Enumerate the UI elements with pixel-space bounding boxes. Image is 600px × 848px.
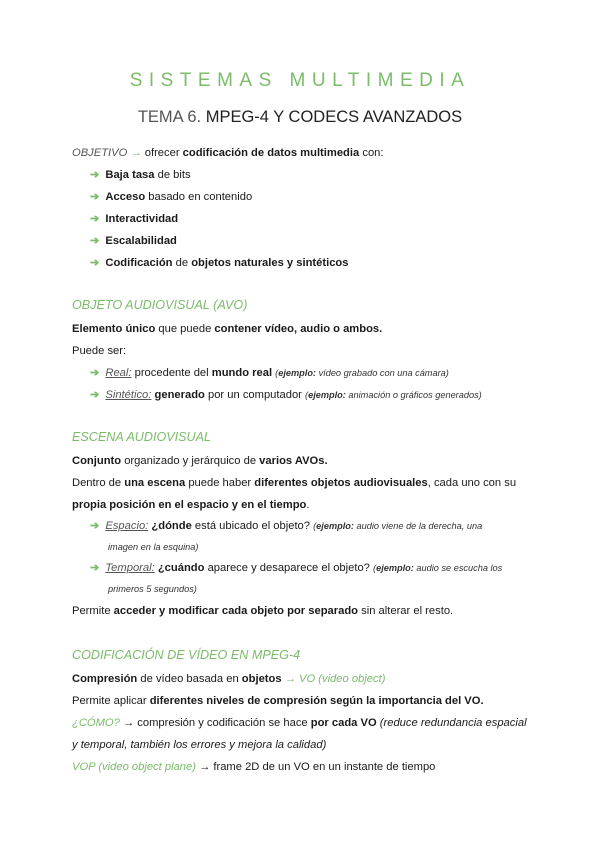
codif-term: ¿CÓMO? (72, 717, 120, 729)
codif-text: frame 2D de un VO en un instante de tiempo (213, 761, 436, 773)
arrow-icon: ➔ (90, 169, 100, 181)
avo-section (72, 292, 542, 406)
avo-text: que puede (158, 323, 212, 335)
example-bold: ejemplo: (308, 390, 346, 400)
item-bold: generado (154, 389, 205, 401)
bullet-item (72, 208, 542, 230)
bullet-item (72, 230, 542, 252)
example-text-wrap: imagen en la esquina) (108, 542, 199, 552)
bullet-item (72, 186, 542, 208)
escena-text: organizado y jerárquico de (124, 455, 257, 467)
objetivo-section (72, 142, 542, 274)
codif-term: VO (video object) (298, 673, 386, 685)
document-subtitle (0, 108, 600, 127)
codif-term: VOP (video object plane) (72, 761, 196, 773)
codif-bold: diferentes niveles de compresión según la importancia del VO. (149, 695, 484, 707)
codificacion-section (72, 642, 542, 778)
objetivo-text: ofrecer (144, 147, 180, 159)
codif-text: Permite aplicar (72, 695, 147, 707)
bullet-bold: Acceso (105, 191, 146, 203)
bullet-bold-2: objetos naturales y sintéticos (191, 257, 349, 269)
escena-heading: ESCENA AUDIOVISUAL (72, 430, 212, 444)
escena-text: Permite (72, 605, 111, 617)
item-label: Espacio: (105, 520, 149, 532)
escena-text: puede haber (188, 477, 252, 489)
item-bold: ¿cuándo (157, 562, 205, 574)
example-open: ( (373, 563, 377, 573)
codif-bold: Compresión (72, 673, 138, 685)
arrow-icon: ➔ (90, 235, 100, 247)
item-text: procedente del (134, 367, 209, 379)
escena-item-espacio (72, 516, 542, 537)
example-open: ( (305, 390, 309, 400)
escena-text: . (306, 499, 310, 511)
example-bold: ejemplo: (316, 521, 354, 531)
example-text: audio viene de la derecha, una (356, 521, 483, 531)
avo-line-2: Puede ser: (72, 345, 127, 357)
example-bold: ejemplo: (278, 368, 316, 378)
avo-bold-2: contener vídeo, audio o ambos. (214, 323, 383, 335)
objetivo-arrow: → (130, 147, 142, 159)
codif-text: de vídeo basada en (140, 673, 239, 685)
item-text: por un computador (207, 389, 302, 401)
arrow-icon: ➔ (90, 367, 100, 379)
objetivo-bold: codificación de datos multimedia (182, 147, 360, 159)
avo-line-1 (72, 318, 542, 340)
item-bold: ¿dónde (151, 520, 192, 532)
example-text: animación o gráficos generados) (348, 390, 482, 400)
avo-bold: Elemento único (72, 323, 156, 335)
codif-line-2 (72, 690, 542, 712)
escena-text: sin alterar el resto. (361, 605, 454, 617)
escena-line-2 (72, 472, 542, 494)
bullet-bold: Baja tasa (105, 169, 155, 181)
codif-arrow: → (199, 761, 211, 773)
objetivo-label: OBJETIVO (72, 147, 128, 159)
codif-bold: por cada VO (310, 717, 377, 729)
escena-bold: Conjunto (72, 455, 122, 467)
bullet-item (72, 164, 542, 186)
escena-line-1 (72, 450, 542, 472)
codif-italic: (reduce redundancia espacial (379, 717, 527, 729)
escena-bold-2: varios AVOs. (259, 455, 328, 467)
avo-item-sintetico (72, 384, 542, 406)
codif-arrow: → (284, 673, 296, 685)
codif-bold-2: objetos (241, 673, 282, 685)
bullet-item (72, 252, 542, 274)
item-label: Real: (105, 367, 132, 379)
codificacion-heading: CODIFICACIÓN DE VÍDEO EN MPEG-4 (72, 648, 301, 662)
bullet-text: basado en contenido (148, 191, 253, 203)
escena-item-temporal-wrap (72, 579, 542, 600)
escena-line-3 (72, 494, 542, 516)
example-open: ( (313, 521, 317, 531)
arrow-icon: ➔ (90, 191, 100, 203)
objetivo-text-end: con: (362, 147, 384, 159)
escena-item-espacio-wrap (72, 537, 542, 558)
escena-bold: una escena (124, 477, 186, 489)
item-label: Sintético: (105, 389, 152, 401)
bullet-bold: Interactividad (105, 213, 179, 225)
subtitle-rest: MPEG-4 Y CODECS AVANZADOS (205, 108, 463, 126)
example-open: ( (275, 368, 279, 378)
example-bold: ejemplo: (376, 563, 414, 573)
codif-line-5 (72, 756, 542, 778)
bullet-text: de bits (157, 169, 191, 181)
arrow-icon: ➔ (90, 213, 100, 225)
arrow-icon: ➔ (90, 562, 100, 574)
codif-line-3 (72, 712, 542, 734)
item-text: aparece y desaparece el objeto? (207, 562, 370, 574)
avo-item-real (72, 362, 542, 384)
avo-heading: OBJETO AUDIOVISUAL (AVO) (72, 298, 248, 312)
objetivo-line (72, 142, 542, 164)
subtitle-lead: TEMA 6. (137, 108, 202, 126)
codif-arrow: → (122, 717, 135, 729)
escena-text: Dentro de (72, 477, 122, 489)
codif-italic: y temporal, también los errores y mejora la calidad) (72, 739, 327, 751)
escena-bold: propia posición en el espacio y en el tiempo (72, 499, 307, 511)
example-text-wrap: primeros 5 segundos) (108, 584, 197, 594)
arrow-icon: ➔ (90, 257, 100, 269)
escena-bold: acceder y modificar cada objeto por separado (113, 605, 359, 617)
bullet-text: de (175, 257, 189, 269)
codif-text: compresión y codificación se hace (137, 717, 308, 729)
escena-bold: diferentes objetos audiovisuales (254, 477, 428, 489)
escena-item-temporal (72, 558, 542, 579)
arrow-icon: ➔ (90, 520, 100, 532)
item-label: Temporal: (105, 562, 155, 574)
example-text: audio se escucha los (416, 563, 503, 573)
escena-text: , cada uno con su (427, 477, 517, 489)
example-text: vídeo grabado con una cámara) (318, 368, 449, 378)
escena-section (72, 424, 542, 622)
arrow-icon: ➔ (90, 389, 100, 401)
bullet-bold: Codificación (105, 257, 173, 269)
bullet-bold: Escalabilidad (105, 235, 177, 247)
codif-line-1 (72, 668, 542, 690)
item-text: está ubicado el objeto? (194, 520, 310, 532)
codif-line-4 (72, 734, 542, 756)
document-title: SISTEMAS MULTIMEDIA (129, 70, 471, 91)
item-bold: mundo real (211, 367, 273, 379)
escena-line-final (72, 600, 542, 622)
